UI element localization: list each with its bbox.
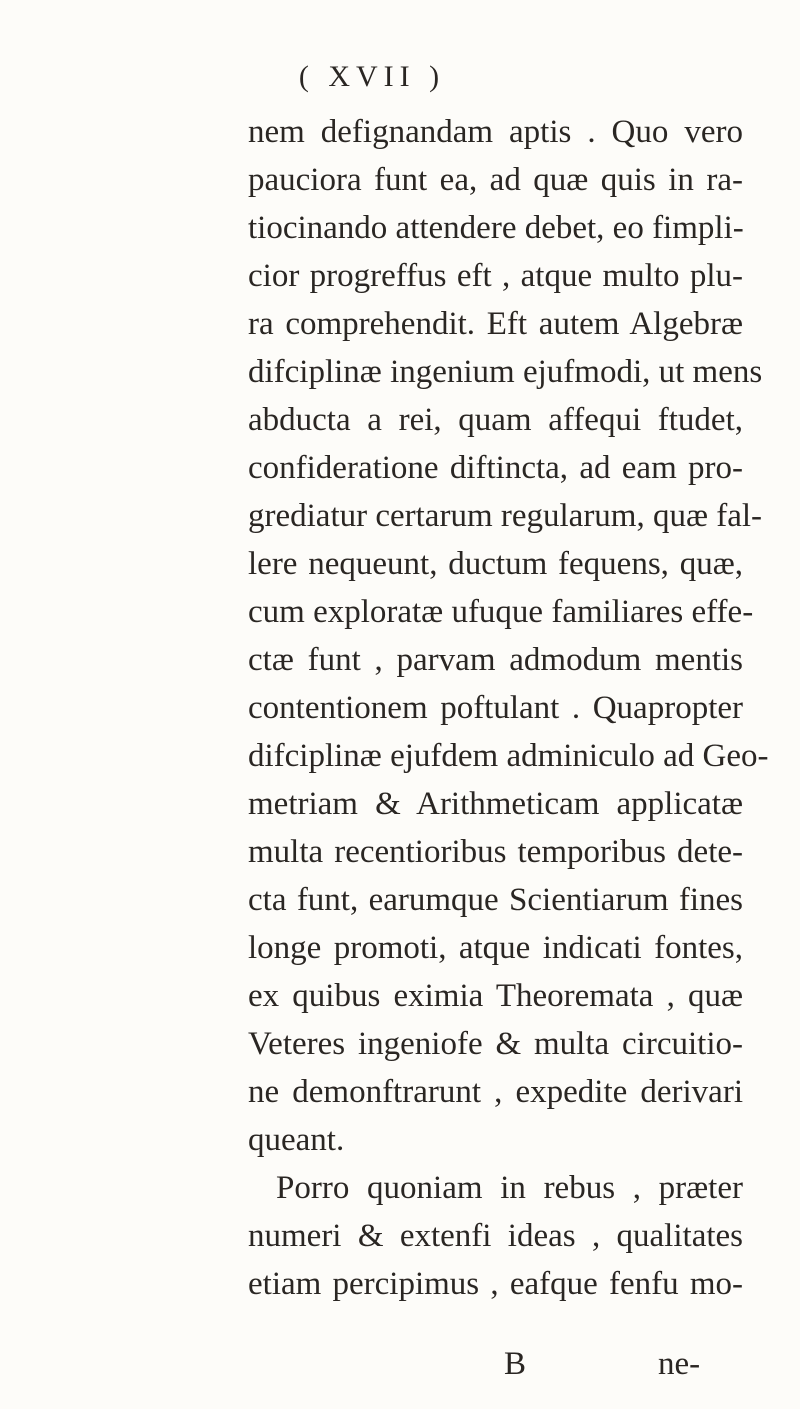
text-line: abducta a rei, quam affequi ftudet, <box>248 402 743 438</box>
page-header <box>0 60 800 94</box>
text-line: difciplinæ ingenium ejufmodi, ut mens <box>248 354 763 390</box>
text-line-paragraph-end: queant. <box>248 1122 345 1158</box>
text-line: numeri & extenfi ideas , qualitates <box>248 1218 743 1254</box>
text-line: confideratione diftincta, ad eam pro- <box>248 450 743 486</box>
text-line: cior progreffus eft , atque multo plu- <box>248 258 743 294</box>
text-line: ra comprehendit. Eft autem Algebræ <box>248 306 743 342</box>
text-line-paragraph-start: Porro quoniam in rebus , præter <box>276 1170 743 1206</box>
text-line: metriam & Arithmeticam applicatæ <box>248 786 743 822</box>
text-line: grediatur certarum regularum, quæ fal- <box>248 498 763 534</box>
text-line: ex quibus eximia Theoremata , quæ <box>248 978 743 1014</box>
text-line: nem defignandam aptis . Quo vero <box>248 114 743 150</box>
text-line: ctæ funt , parvam admodum mentis <box>248 642 743 678</box>
page-number: ( XVII ) <box>298 60 446 93</box>
text-line: pauciora funt ea, ad quæ quis in ra- <box>248 162 743 198</box>
text-line: cta funt, earumque Scientiarum fines <box>248 882 743 918</box>
text-line: contentionem poftulant . Quapropter <box>248 690 743 726</box>
text-line: multa recentioribus temporibus dete- <box>248 834 743 870</box>
text-line: ne demonftrarunt , expedite derivari <box>248 1074 743 1110</box>
text-line: lere nequeunt, ductum fequens, quæ, <box>248 546 743 582</box>
text-line: Veteres ingeniofe & multa circuitio- <box>248 1026 743 1062</box>
text-line: etiam percipimus , eafque fenfu mo- <box>248 1266 743 1302</box>
text-line: difciplinæ ejufdem adminiculo ad Geo- <box>248 738 769 774</box>
page-footer <box>248 1340 743 1388</box>
body-text <box>248 108 769 1308</box>
catchword: ne- <box>658 1346 701 1382</box>
text-line: tiocinando attendere debet, eo fimpli- <box>248 210 744 246</box>
text-line: longe promoti, atque indicati fontes, <box>248 930 743 966</box>
text-line: cum exploratæ ufuque familiares effe- <box>248 594 754 630</box>
signature-mark: B <box>504 1346 527 1382</box>
